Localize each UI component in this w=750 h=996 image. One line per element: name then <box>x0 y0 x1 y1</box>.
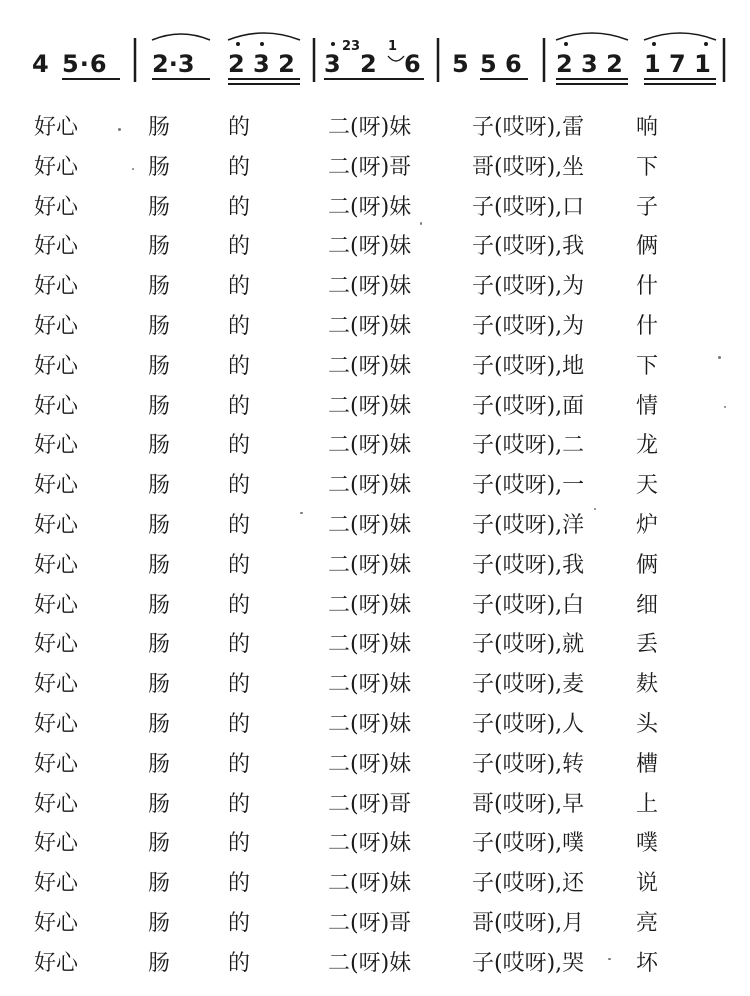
lyric-c4: 二(呀)妹 <box>328 950 412 976</box>
lyric-c1: 好心 <box>34 672 79 698</box>
lyric-c2: 肠 <box>148 592 171 618</box>
lyric-c4: 二(呀)妹 <box>328 274 412 300</box>
lyric-row <box>0 188 750 228</box>
lyric-c3: 的 <box>228 274 251 300</box>
note-group-5: 2 <box>360 50 377 78</box>
lyric-c6: 下 <box>636 154 659 180</box>
lyric-c3: 的 <box>228 353 251 379</box>
lyric-c2: 肠 <box>148 154 171 180</box>
lyric-c6: 上 <box>636 791 659 817</box>
lyric-row <box>0 745 750 785</box>
scan-speck <box>718 356 721 359</box>
lyric-c1: 好心 <box>34 791 79 817</box>
lyric-c4: 二(呀)妹 <box>328 592 412 618</box>
lyric-c5: 子(哎呀),二 <box>472 433 585 459</box>
note-group-8: 5 6 <box>480 50 522 78</box>
lyric-row <box>0 148 750 188</box>
lyric-c3: 的 <box>228 791 251 817</box>
slur-group-2 <box>152 34 210 40</box>
lyric-c1: 好心 <box>34 831 79 857</box>
lyric-c3: 的 <box>228 711 251 737</box>
note-time-signature: 4 <box>32 50 49 78</box>
lyric-row <box>0 108 750 148</box>
note-group-3: 2 3 2 <box>228 50 295 78</box>
lyric-c2: 肠 <box>148 831 171 857</box>
lyric-c2: 肠 <box>148 234 171 260</box>
lyric-c1: 好心 <box>34 433 79 459</box>
lyric-row <box>0 227 750 267</box>
lyric-row <box>0 347 750 387</box>
lyric-c5: 子(哎呀),噗 <box>472 831 585 857</box>
lyric-c2: 肠 <box>148 313 171 339</box>
lyric-c1: 好心 <box>34 552 79 578</box>
lyric-c3: 的 <box>228 672 251 698</box>
lyric-c3: 的 <box>228 393 251 419</box>
lyric-c4: 二(呀)妹 <box>328 115 412 140</box>
lyric-c2: 肠 <box>148 871 171 897</box>
lyric-c4: 二(呀)妹 <box>328 711 412 737</box>
lyric-c2: 肠 <box>148 115 171 140</box>
lyric-c5: 子(哎呀),就 <box>472 632 585 658</box>
lyric-c5: 哥(哎呀),坐 <box>472 154 585 180</box>
lyric-c6: 天 <box>636 473 659 499</box>
lyric-c6: 下 <box>636 353 659 379</box>
lyric-c5: 子(哎呀),洋 <box>472 512 585 538</box>
lyric-c3: 的 <box>228 115 251 140</box>
lyric-c6: 麸 <box>636 672 659 698</box>
scan-speck <box>132 168 134 170</box>
lyric-c6: 子 <box>636 194 659 220</box>
lyrics-block <box>0 108 750 984</box>
lyric-c1: 好心 <box>34 751 79 777</box>
lyric-c2: 肠 <box>148 950 171 976</box>
lyric-c5: 哥(哎呀),月 <box>472 910 585 936</box>
lyric-c5: 哥(哎呀),早 <box>472 791 585 817</box>
octave-dot-3a <box>236 42 240 46</box>
lyric-c4: 二(呀)妹 <box>328 512 412 538</box>
lyric-c3: 的 <box>228 831 251 857</box>
lyric-row <box>0 944 750 984</box>
lyric-c2: 肠 <box>148 552 171 578</box>
lyric-c1: 好心 <box>34 274 79 300</box>
lyric-c3: 的 <box>228 234 251 260</box>
lyric-c1: 好心 <box>34 353 79 379</box>
scan-speck <box>608 958 611 960</box>
lyric-c2: 肠 <box>148 194 171 220</box>
lyric-row <box>0 267 750 307</box>
lyric-row <box>0 586 750 626</box>
lyric-c4: 二(呀)妹 <box>328 751 412 777</box>
note-group-10: 1 7 1 <box>644 50 711 78</box>
lyric-c3: 的 <box>228 433 251 459</box>
lyric-c3: 的 <box>228 910 251 936</box>
lyric-c1: 好心 <box>34 313 79 339</box>
lyric-c4: 二(呀)妹 <box>328 552 412 578</box>
note-group-1: 5·6 <box>62 50 108 78</box>
lyric-c5: 子(哎呀),我 <box>472 552 585 578</box>
lyric-c3: 的 <box>228 194 251 220</box>
lyric-c2: 肠 <box>148 910 171 936</box>
lyric-c1: 好心 <box>34 711 79 737</box>
lyric-c6: 坏 <box>636 950 659 976</box>
lyric-c4: 二(呀)妹 <box>328 433 412 459</box>
lyric-c5: 子(哎呀),雷 <box>472 115 585 140</box>
lyric-c5: 子(哎呀),口 <box>472 194 585 220</box>
lyric-row <box>0 466 750 506</box>
lyric-c5: 子(哎呀),白 <box>472 592 585 618</box>
lyric-c6: 槽 <box>636 751 659 777</box>
lyric-c3: 的 <box>228 592 251 618</box>
slur-group-10 <box>644 33 716 40</box>
lyric-row <box>0 625 750 665</box>
lyric-c3: 的 <box>228 871 251 897</box>
octave-dot-10a <box>652 42 656 46</box>
lyric-row <box>0 546 750 586</box>
lyric-c2: 肠 <box>148 473 171 499</box>
lyric-c6: 头 <box>636 711 659 737</box>
lyric-c6: 丢 <box>636 632 659 658</box>
lyric-c1: 好心 <box>34 473 79 499</box>
lyric-row <box>0 904 750 944</box>
scan-speck <box>594 508 596 510</box>
lyric-c5: 子(哎呀),我 <box>472 234 585 260</box>
lyric-c5: 子(哎呀),为 <box>472 274 585 300</box>
lyric-c4: 二(呀)妹 <box>328 313 412 339</box>
lyric-c3: 的 <box>228 950 251 976</box>
lyric-c4: 二(呀)妹 <box>328 632 412 658</box>
lyric-c6: 炉 <box>636 512 659 538</box>
scan-speck <box>300 512 303 514</box>
lyric-c6: 龙 <box>636 433 659 459</box>
slur-group-3 <box>228 33 300 40</box>
lyric-c2: 肠 <box>148 433 171 459</box>
lyric-c6: 俩 <box>636 552 659 578</box>
octave-dot-4 <box>331 42 335 46</box>
note-group-2: 2·3 <box>152 50 195 78</box>
lyric-row <box>0 705 750 745</box>
lyric-c4: 二(呀)哥 <box>328 910 412 936</box>
lyric-row <box>0 665 750 705</box>
lyric-c5: 子(哎呀),面 <box>472 393 585 419</box>
lyric-c6: 响 <box>636 115 659 140</box>
lyric-c1: 好心 <box>34 154 79 180</box>
lyric-c6: 噗 <box>636 831 659 857</box>
lyric-c1: 好心 <box>34 871 79 897</box>
lyric-c2: 肠 <box>148 393 171 419</box>
lyric-c6: 俩 <box>636 234 659 260</box>
lyric-c4: 二(呀)妹 <box>328 871 412 897</box>
lyric-c4: 二(呀)妹 <box>328 672 412 698</box>
lyric-row <box>0 387 750 427</box>
lyric-c6: 什 <box>636 274 659 300</box>
lyric-c3: 的 <box>228 473 251 499</box>
lyric-c5: 子(哎呀),哭 <box>472 950 585 976</box>
octave-dot-9 <box>564 42 568 46</box>
lyric-row <box>0 307 750 347</box>
lyric-c2: 肠 <box>148 512 171 538</box>
lyric-c5: 子(哎呀),人 <box>472 711 585 737</box>
lyric-c1: 好心 <box>34 234 79 260</box>
lyric-c2: 肠 <box>148 274 171 300</box>
lyric-c2: 肠 <box>148 632 171 658</box>
octave-dot-3b <box>260 42 264 46</box>
lyric-c4: 二(呀)哥 <box>328 791 412 817</box>
lyric-c3: 的 <box>228 154 251 180</box>
note-group-7: 5 <box>452 50 469 78</box>
lyric-c5: 子(哎呀),麦 <box>472 672 585 698</box>
lyric-c4: 二(呀)妹 <box>328 831 412 857</box>
scan-speck <box>118 128 121 131</box>
lyric-c1: 好心 <box>34 950 79 976</box>
lyric-c3: 的 <box>228 552 251 578</box>
lyric-c1: 好心 <box>34 393 79 419</box>
lyric-c5: 子(哎呀),还 <box>472 871 585 897</box>
lyric-c2: 肠 <box>148 791 171 817</box>
lyric-row <box>0 864 750 904</box>
lyric-row <box>0 785 750 825</box>
lyric-c4: 二(呀)哥 <box>328 154 412 180</box>
scan-speck <box>724 406 726 408</box>
lyric-c2: 肠 <box>148 711 171 737</box>
lyric-c1: 好心 <box>34 194 79 220</box>
lyric-c5: 子(哎呀),转 <box>472 751 585 777</box>
lyric-c2: 肠 <box>148 353 171 379</box>
lyric-c3: 的 <box>228 512 251 538</box>
lyric-c3: 的 <box>228 632 251 658</box>
lyric-c6: 什 <box>636 313 659 339</box>
lyric-c6: 说 <box>636 871 659 897</box>
lyric-c4: 二(呀)妹 <box>328 234 412 260</box>
scan-speck <box>420 222 422 225</box>
lyric-c5: 子(哎呀),地 <box>472 353 585 379</box>
grace-slur <box>388 56 404 61</box>
lyric-c5: 子(哎呀),一 <box>472 473 585 499</box>
lyric-row <box>0 426 750 466</box>
lyric-c4: 二(呀)妹 <box>328 393 412 419</box>
lyric-c6: 情 <box>636 393 659 419</box>
octave-dot-10b <box>704 42 708 46</box>
note-group-6: 6 <box>404 50 421 78</box>
lyric-c4: 二(呀)妹 <box>328 473 412 499</box>
lyric-c4: 二(呀)妹 <box>328 194 412 220</box>
lyric-c1: 好心 <box>34 512 79 538</box>
numbered-notation-line <box>0 0 750 100</box>
lyric-c1: 好心 <box>34 910 79 936</box>
note-group-4: 3 <box>324 50 341 78</box>
slur-group-9 <box>556 33 628 40</box>
lyric-c1: 好心 <box>34 115 79 140</box>
lyric-c5: 子(哎呀),为 <box>472 313 585 339</box>
lyric-row <box>0 824 750 864</box>
note-group-9: 2 3 2 <box>556 50 623 78</box>
lyric-c6: 亮 <box>636 910 659 936</box>
lyric-c3: 的 <box>228 751 251 777</box>
lyric-c3: 的 <box>228 313 251 339</box>
lyric-c1: 好心 <box>34 632 79 658</box>
lyric-c1: 好心 <box>34 592 79 618</box>
lyric-c2: 肠 <box>148 751 171 777</box>
lyric-c4: 二(呀)妹 <box>328 353 412 379</box>
lyric-c6: 细 <box>636 592 659 618</box>
lyric-row <box>0 506 750 546</box>
grace-note-2: 1 <box>388 39 398 54</box>
lyric-c2: 肠 <box>148 672 171 698</box>
grace-note-1: 23 <box>342 39 361 54</box>
